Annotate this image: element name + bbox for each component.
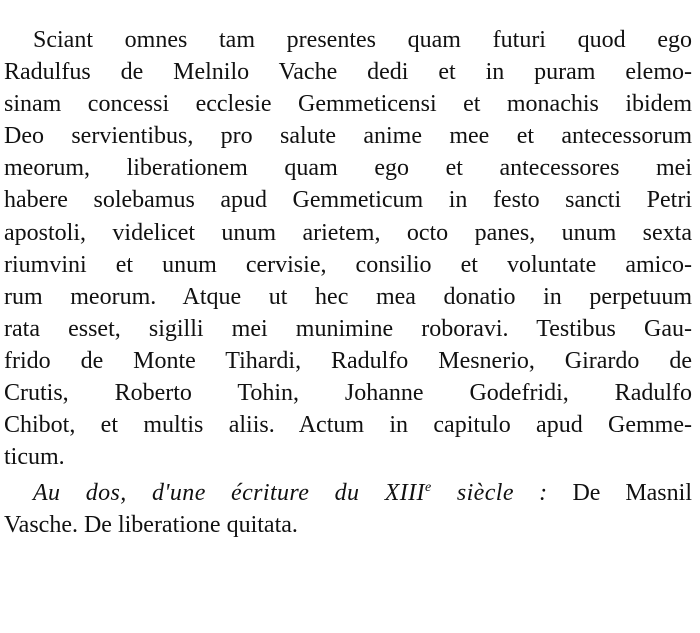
charter-line: habere solebamus apud Gemmeticum in festo sancti Petri	[4, 187, 692, 214]
charter-line: Crutis, Roberto Tohin, Johanne Godefridi, Radulfo	[4, 380, 692, 407]
charter-line: Deo servientibus, pro salute anime mee et antecessorum	[4, 123, 692, 150]
charter-line: frido de Monte Tihardi, Radulfo Mesnerio, Girardo de	[4, 347, 692, 374]
charter-line: sinam concessi ecclesie Gemmeticensi et monachis ibidem	[4, 91, 692, 118]
charter-line: ticum.	[4, 444, 65, 471]
charter-line: meorum, liberationem quam ego et antecessores mei	[4, 155, 692, 182]
charter-line: Sciant omnes tam presentes quam futuri quod ego	[33, 27, 692, 53]
endorsement-superscript: e	[424, 480, 432, 496]
charter-line: riumvini et unum cervisie, consilio et voluntate amico-	[4, 251, 692, 278]
charter-line: rata esset, sigilli mei munimine roboravi. Testibus Gau-	[4, 315, 692, 342]
endorsement-label-suffix: siècle :	[431, 480, 548, 507]
endorsement-text: De Masnil	[547, 480, 692, 507]
endorsement-line: Vasche. De liberatione quitata.	[4, 512, 298, 539]
endorsement-label	[33, 480, 548, 506]
charter-text	[4, 24, 692, 542]
charter-line: Radulfus de Melnilo Vache dedi et in puram elemo-	[4, 59, 692, 86]
charter-line: Chibot, et multis aliis. Actum in capitulo apud Gemme-	[4, 412, 692, 439]
endorsement-label-text: Au dos, d'une écriture du XIII	[33, 480, 425, 507]
charter-line: rum meorum. Atque ut hec mea donatio in perpetuum	[4, 283, 692, 310]
endorsement-note	[4, 477, 692, 541]
endorsement-line	[4, 477, 692, 509]
charter-line: apostoli, videlicet unum arietem, octo panes, unum sexta	[4, 219, 692, 246]
